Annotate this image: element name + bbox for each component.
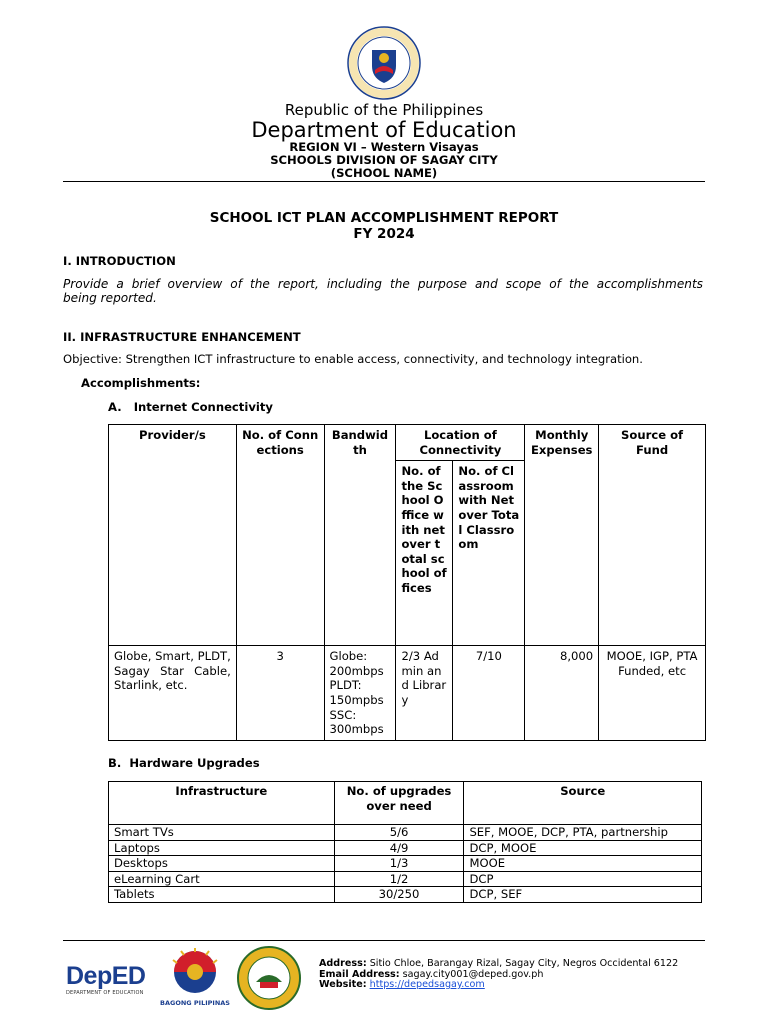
cell-count: 1/3 bbox=[334, 856, 464, 872]
cell-source: DCP, SEF bbox=[464, 887, 702, 903]
table-row bbox=[109, 825, 702, 841]
cell-count: 30/250 bbox=[334, 887, 464, 903]
deped-wordmark: DepED bbox=[66, 962, 146, 990]
cell-classroom: 7/10 bbox=[453, 646, 525, 741]
table-row bbox=[109, 887, 702, 903]
cell-source: DCP bbox=[464, 871, 702, 887]
cell-item: eLearning Cart bbox=[109, 871, 335, 887]
website-label: Website: bbox=[319, 979, 367, 990]
col-header-source: Source bbox=[464, 782, 702, 825]
division-seal-icon bbox=[234, 946, 304, 1010]
col-header-provider: Provider/s bbox=[109, 425, 237, 646]
cell-item: Desktops bbox=[109, 856, 335, 872]
address-line bbox=[319, 958, 678, 969]
cell-count: 1/2 bbox=[334, 871, 464, 887]
col-header-infrastructure: Infrastructure bbox=[109, 782, 335, 825]
bagong-pilipinas-text: BAGONG PILIPINAS bbox=[160, 999, 230, 1007]
table-header-row bbox=[109, 782, 702, 825]
address-label: Address: bbox=[319, 958, 367, 969]
region-line: REGION VI – Western Visayas bbox=[289, 140, 479, 154]
col-header-office: No. of the School Office with net over total school offices bbox=[396, 461, 453, 646]
accomplishments-label: Accomplishments: bbox=[81, 376, 201, 390]
intro-text-line1: Provide a brief overview of the report, including the purpose and scope of the accomplishments bbox=[63, 277, 703, 291]
deped-seal-icon bbox=[347, 26, 421, 100]
website-line bbox=[319, 979, 485, 990]
col-header-upgrades: No. of upgrades over need bbox=[334, 782, 464, 825]
deped-logo bbox=[66, 962, 156, 1002]
bagong-pilipinas-logo bbox=[160, 946, 230, 1006]
internet-connectivity-table bbox=[108, 424, 706, 741]
cell-source: SEF, MOOE, DCP, PTA, partnership bbox=[464, 825, 702, 841]
division-line: SCHOOLS DIVISION OF SAGAY CITY bbox=[270, 153, 498, 167]
section-b-heading: B. Hardware Upgrades bbox=[108, 756, 260, 770]
intro-text-line2: being reported. bbox=[63, 291, 157, 305]
website-link[interactable]: https://depedsagay.com bbox=[369, 979, 485, 990]
department-name: Department of Education bbox=[251, 118, 517, 142]
infra-heading: II. INFRASTRUCTURE ENHANCEMENT bbox=[63, 330, 301, 344]
cell-office: 2/3 Admin and Library bbox=[396, 646, 453, 741]
email-value: sagay.city001@deped.gov.ph bbox=[402, 969, 544, 980]
cell-count: 4/9 bbox=[334, 840, 464, 856]
cell-bandwidth: Globe: 200mbps PLDT: 150mpbs SSC: 300mbps bbox=[324, 646, 396, 741]
table-row bbox=[109, 646, 706, 741]
col-header-classroom: No. of Classroom with Net over Total Classroom bbox=[453, 461, 525, 646]
col-header-source: Source of Fund bbox=[599, 425, 706, 646]
school-name: (SCHOOL NAME) bbox=[330, 166, 438, 180]
cell-item: Tablets bbox=[109, 887, 335, 903]
section-a-heading: A. Internet Connectivity bbox=[108, 400, 273, 414]
email-label: Email Address: bbox=[319, 969, 400, 980]
cell-connections: 3 bbox=[236, 646, 324, 741]
table-header-row bbox=[109, 425, 706, 461]
cell-provider: Globe, Smart, PLDT, Sagay Star Cable, Starlink, etc. bbox=[109, 646, 237, 741]
cell-item: Smart TVs bbox=[109, 825, 335, 841]
table-row bbox=[109, 840, 702, 856]
col-header-monthly: Monthly Expenses bbox=[525, 425, 599, 646]
hardware-upgrades-table bbox=[108, 781, 702, 903]
address-value: Sitio Chloe, Barangay Rizal, Sagay City, Negros Occidental 6122 bbox=[369, 958, 679, 969]
bagong-pilipinas-icon bbox=[160, 946, 230, 994]
table-row bbox=[109, 871, 702, 887]
report-title: SCHOOL ICT PLAN ACCOMPLISHMENT REPORT bbox=[209, 210, 559, 226]
cell-item: Laptops bbox=[109, 840, 335, 856]
republic-line: Republic of the Philippines bbox=[284, 101, 484, 119]
report-year: FY 2024 bbox=[353, 226, 415, 242]
col-header-location: Location of Connectivity bbox=[396, 425, 525, 461]
cell-count: 5/6 bbox=[334, 825, 464, 841]
col-header-bandwidth: Bandwidth bbox=[324, 425, 396, 646]
header-divider bbox=[63, 181, 705, 182]
objective-text: Objective: Strengthen ICT infrastructure to enable access, connectivity, and technology integration. bbox=[63, 352, 643, 366]
cell-source: DCP, MOOE bbox=[464, 840, 702, 856]
footer-divider bbox=[63, 940, 705, 941]
col-header-connections: No. of Connections bbox=[236, 425, 324, 646]
cell-source: MOOE bbox=[464, 856, 702, 872]
cell-source: MOOE, IGP, PTA Funded, etc bbox=[599, 646, 706, 741]
intro-heading: I. INTRODUCTION bbox=[63, 254, 176, 268]
deped-logo-subtitle: DEPARTMENT OF EDUCATION bbox=[66, 990, 144, 996]
cell-monthly: 8,000 bbox=[525, 646, 599, 741]
table-row bbox=[109, 856, 702, 872]
